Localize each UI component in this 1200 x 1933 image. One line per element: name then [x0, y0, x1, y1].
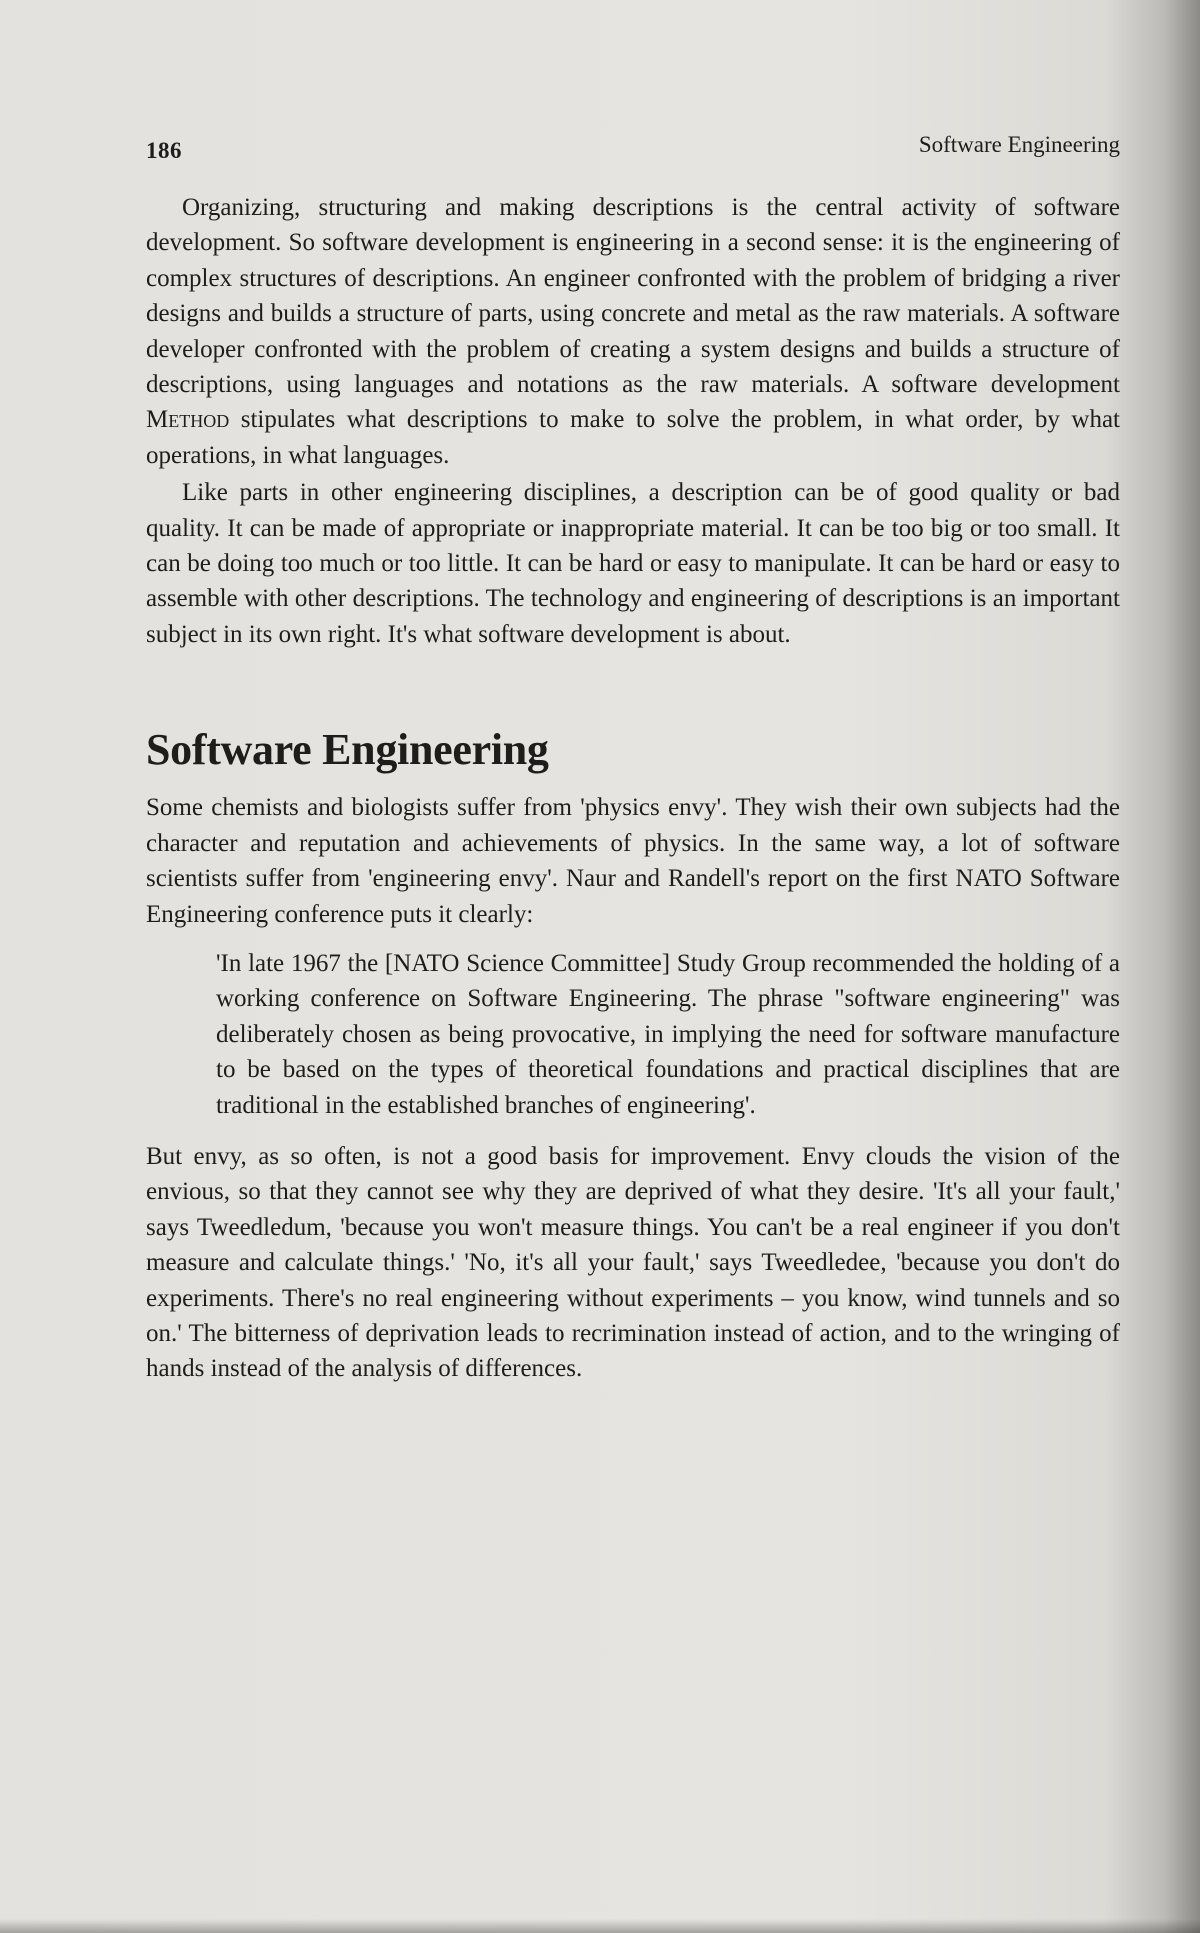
paragraph-descriptions-text-a: Organizing, structuring and making descriptions is the central activity of software development. So software development is engineering in a second sense: it is the engineering of complex structures of descriptions. An engineer confronted with the problem of bridging a river designs and builds a structure of parts, using concrete and metal as the raw materials. A software developer confronted with the problem of creating a system designs and builds a structure of descriptions, using languages and notations as the raw materials. A software development	[146, 194, 1120, 399]
nato-quote	[216, 946, 1120, 1123]
page-number: 186	[146, 138, 182, 163]
nato-quote-text: 'In late 1967 the [NATO Science Committee] Study Group recommended the holding of a working conference on Software Engineering. The phrase "software engineering" was deliberately chosen as being provocative, in implying the need for software manufacture to be based on the types of theoretical foundations and practical disciplines that are traditional in the established branches of engineering'.	[216, 949, 1120, 1119]
page-body	[146, 190, 1120, 1387]
page-header	[146, 132, 1120, 172]
paragraph-description-quality: Like parts in other engineering disciplines, a description can be of good quality or bad quality. It can be made of appropriate or inappropriate material. It can be too big or too small. It can be doing too much or too little. It can be hard or easy to manipulate. It can be hard or easy to assemble with other descriptions. The technology and engineering of descriptions is an important subject in its own right. It's what software development is about.	[146, 479, 1120, 648]
page-bottom-shadow	[0, 1919, 1200, 1933]
paragraph-descriptions	[146, 190, 1120, 473]
paragraph-tweedledum: But envy, as so often, is not a good basis for improvement. Envy clouds the vision of the envious, so that they cannot see why they are deprived of what they desire. 'It's all your fault,' says Tweedledum, 'because you won't measure things. You can't be a real engineer if you don't measure and calculate things.' 'No, it's all your fault,' says Tweedledee, 'because you don't do experiments. There's no real engineering without experiments – you know, wind tunnels and so on.' The bitterness of deprivation leads to recrimination instead of action, and to the wringing of hands instead of the analysis of differences.	[146, 1142, 1120, 1383]
paragraph-descriptions-text-b: stipulates what descriptions to make to solve the problem, in what order, by what operations, in what languages.	[146, 406, 1120, 469]
paragraph-engineering-envy: Some chemists and biologists suffer from 'physics envy'. They wish their own subjects had the character and reputation and achievements of physics. In the same way, a lot of software scientists suffer from 'engineering envy'. Naur and Randell's report on the first NATO Software Engineering conference puts it clearly:	[146, 794, 1120, 928]
running-head: Software Engineering	[918, 132, 1120, 157]
method-term: Method	[146, 406, 230, 434]
section-heading: Software Engineering	[146, 725, 549, 775]
